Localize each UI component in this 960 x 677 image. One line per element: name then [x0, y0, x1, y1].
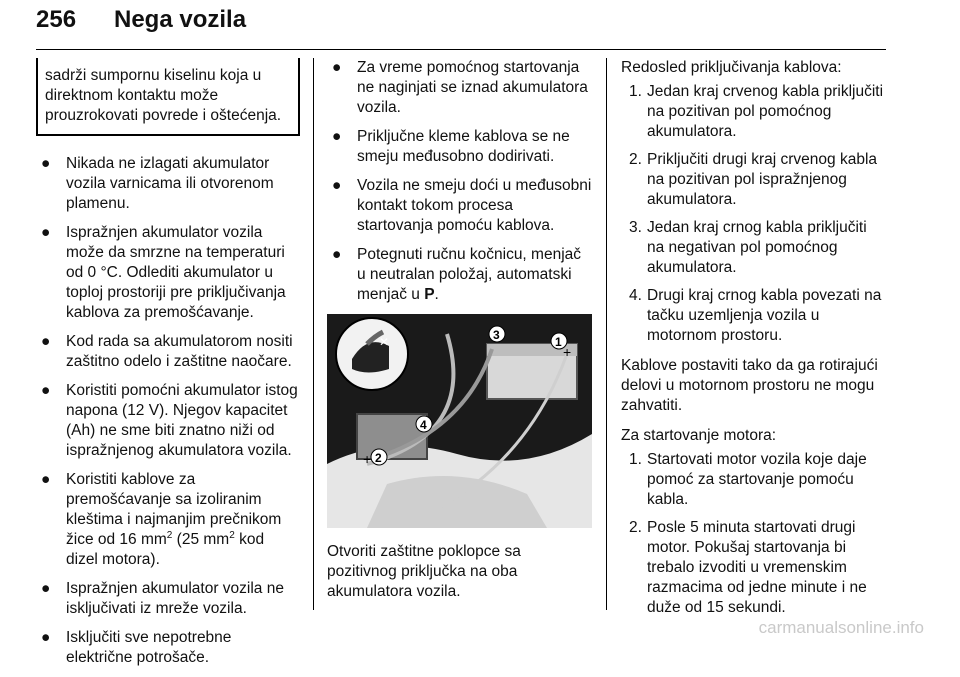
svg-text:2: 2 [375, 451, 382, 465]
numbered-list [621, 450, 887, 618]
list-item: 1. Startovati motor vozila koje daje pomoć za startovanje pomoću kabla. [629, 451, 867, 508]
figure-caption: Otvoriti zaštitne poklopce sa pozitivnog priključka na oba akumulatora vozila. [327, 543, 521, 600]
warning-text: sadrži sumpornu kiselinu koja u direktnom kontaktu može prouzrokovati povrede i oštećenja. [45, 67, 282, 124]
bullet-icon: ● [41, 333, 51, 350]
column-middle [327, 58, 592, 612]
list-item: ● Isključiti sve nepotrebne električne potrošače. [41, 629, 232, 666]
warning-box [36, 58, 300, 136]
list-item: 3. Jedan kraj crnog kabla priključiti na negativan pol pomoćnog akumulatora. [629, 219, 867, 276]
section-title: Nega vozila [114, 6, 247, 33]
list-item: 1. Jedan kraj crvenog kabla priključiti na pozitivan pol pomoćnog akumulatora. [629, 83, 884, 140]
bullet-icon: ● [332, 59, 342, 76]
list-item: ● Za vreme pomoćnog startovanja ne naginjati se iznad akumulatora vozila. [332, 59, 588, 116]
numbered-list [621, 82, 887, 346]
list-item: ● Koristiti kablove za premošćavanje sa izoliranim kleštima i najmanjim prečnikom žice od 16 $mm^2$ (25 $mm^2$ kod dizel motora). [41, 471, 282, 568]
svg-text:1: 1 [555, 335, 562, 349]
list-item: ● Ispražnjen akumulator vozila može da smrzne na temperaturi od 0 °C. Odlediti akumulator u toploj prostoriji pre priključivanja kablova za premošćavanje. [41, 224, 286, 321]
plus-terminal-icon: + [363, 451, 372, 467]
section-intro: Redosled priključivanja kablova: [621, 59, 842, 76]
list-item: ● Vozila ne smeju doći u međusobni kontakt tokom procesa startovanja pomoću kablova. [332, 177, 592, 234]
svg-text:3: 3 [493, 328, 500, 342]
bullet-list [36, 154, 300, 668]
svg-text:✕: ✕ [379, 335, 390, 349]
column-divider [606, 58, 607, 610]
bullet-icon: ● [41, 224, 51, 241]
list-item: ● Nikada ne izlagati akumulator vozila varnicama ili otvorenom plamenu. [41, 155, 274, 212]
list-item: ● Ispražnjen akumulator vozila ne isključivati iz mreže vozila. [41, 580, 284, 617]
bullet-list [327, 58, 592, 305]
list-item: 2. Priključiti drugi kraj crvenog kabla na pozitivan pol ispražnjenog akumulatora. [629, 151, 878, 208]
watermark: carmanualsonline.info [758, 618, 924, 637]
bullet-icon: ● [41, 471, 51, 488]
svg-text:4: 4 [420, 418, 427, 432]
paragraph: Kablove postaviti tako da ga rotirajući delovi u motornom prostoru ne mogu zahvatiti. [621, 357, 878, 414]
list-item: ● Priključne kleme kablova se ne smeju međusobno dodirivati. [332, 128, 570, 165]
list-item: ● Koristiti pomoćni akumulator istog napona (12 V). Njegov kapacitet (Ah) ne sme biti znatno niži od ispražnjenog akumulatora vozila. [41, 382, 298, 459]
page-number: 256 [36, 6, 77, 33]
header-divider [36, 49, 886, 50]
bullet-icon: ● [332, 128, 342, 145]
list-item: 4. Drugi kraj crnog kabla povezati na tačku uzemljenja vozila u motornom prostoru. [629, 287, 882, 344]
bullet-icon: ● [332, 177, 342, 194]
bullet-icon: ● [332, 246, 342, 263]
column-right [621, 58, 887, 628]
column-left [36, 58, 300, 677]
list-item: ● Potegnuti ručnu kočnicu, menjač u neutralan položaj, automatski menjač u P. [332, 246, 582, 303]
section-intro: Za startovanje motora: [621, 427, 777, 444]
plus-terminal-icon: + [563, 344, 572, 360]
column-divider [313, 58, 314, 610]
engine-bay-illustration [327, 314, 592, 528]
bullet-icon: ● [41, 382, 51, 399]
bullet-icon: ● [41, 155, 51, 172]
list-item: 2. Posle 5 minuta startovati drugi motor. Pokušaj startovanja bi trebalo izvoditi u vremenskim razmacima od jedne minute i ne duže od 15 sekundi. [629, 519, 867, 616]
page-header [36, 6, 886, 46]
battery-jumpstart-illustration [327, 314, 592, 528]
bullet-icon: ● [41, 580, 51, 597]
bullet-icon: ● [41, 629, 51, 646]
list-item: ● Kod rada sa akumulatorom nositi zaštitno odelo i zaštitne naočare. [41, 333, 293, 370]
